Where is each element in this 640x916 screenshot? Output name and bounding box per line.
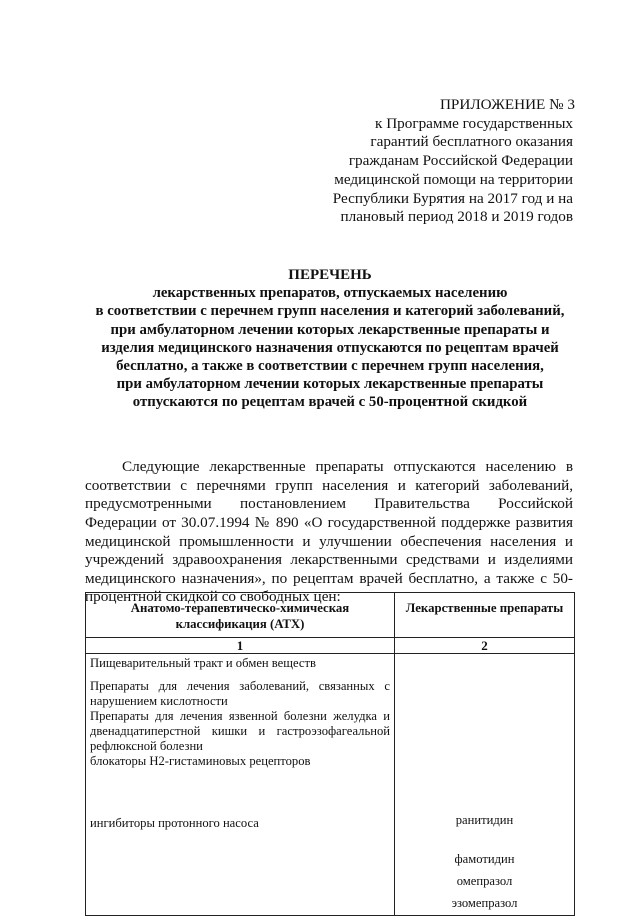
heading-line: в соответствии с перечнем групп населения и категорий заболеваний,: [95, 303, 565, 320]
atx-group: Препараты для лечения язвенной болезни желудка и двенадцатиперстной кишки и гастроэзофагеальной рефлюксной болезни: [90, 709, 390, 753]
atx-cell: [86, 654, 395, 916]
heading-line: при амбулаторном лечении которых лекарственные препараты: [116, 376, 544, 393]
atx-group: ингибиторы протонного насоса: [90, 816, 259, 830]
column-number-row: [86, 638, 575, 654]
drug-name: омепразол: [456, 874, 513, 888]
heading-line: изделия медицинского назначения отпускаются по рецептам врачей: [101, 339, 559, 356]
atx-group: Пищеварительный тракт и обмен веществ: [90, 656, 316, 670]
heading-title: ПЕРЕЧЕНЬ: [288, 267, 372, 283]
drug-name: ранитидин: [455, 813, 514, 827]
appendix-line: плановый период 2018 и 2019 годов: [340, 208, 573, 226]
header-drugs: Лекарственные препараты: [395, 593, 575, 638]
appendix-line: Республики Бурятия на 2017 год и на: [332, 189, 573, 207]
atx-group: Препараты для лечения заболеваний, связанных с нарушением кислотности: [90, 679, 390, 708]
column-number: 2: [395, 638, 575, 654]
appendix-line: гражданам Российской Федерации: [348, 152, 573, 170]
drug-name: фамотидин: [454, 852, 515, 866]
appendix-line: медицинской помощи на территории: [334, 170, 573, 188]
column-number: 1: [86, 638, 395, 654]
table-header-row: [86, 593, 575, 638]
heading-line: бесплатно, а также в соответствии с перечнем групп населения,: [116, 358, 544, 375]
atx-group: блокаторы Н2-гистаминовых рецепторов: [90, 754, 311, 768]
appendix-block: [313, 96, 573, 227]
header-atx: Анатомо-терапевтическо-химическая классификация (АТХ): [86, 593, 395, 638]
table-row: [86, 654, 575, 916]
drug-name: эзомепразол: [451, 896, 518, 910]
drugs-cell: [395, 654, 575, 916]
drug-table: [85, 592, 575, 916]
appendix-line: к Программе государственных: [375, 114, 573, 132]
heading-line: лекарственных препаратов, отпускаемых населению: [152, 285, 508, 302]
appendix-title: ПРИЛОЖЕНИЕ № 3: [439, 96, 575, 113]
intro-paragraph: Следующие лекарственные препараты отпускаются населению в соответствии с перечнями групп населения и категорий заболеваний, предусмотренными постановлением Правительства Российской Федерации от 30.07.1994 № 890 «О государственной поддержке развития медицинской промышленности и улучшении обеспечения населения и учреждений здравоохранения лекарственными средствами и изделиями медицинского назначения», по рецептам врачей бесплатно, а также с 50-процентной скидкой со свободных цен:: [85, 458, 573, 606]
heading-line: отпускаются по рецептам врачей с 50-процентной скидкой: [132, 394, 528, 411]
document-heading: [80, 266, 580, 412]
appendix-line: гарантий бесплатного оказания: [370, 133, 573, 151]
heading-line: при амбулаторном лечении которых лекарственные препараты и: [110, 321, 550, 338]
